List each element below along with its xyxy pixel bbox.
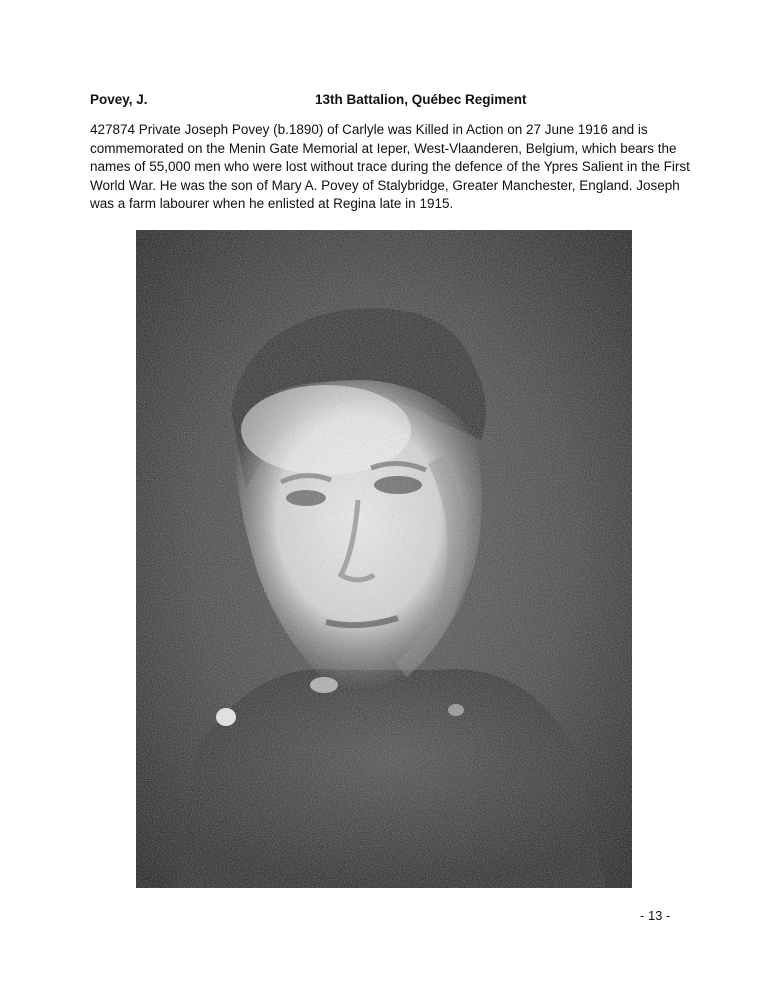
battalion-name: 13th Battalion, Québec Regiment [315, 92, 527, 107]
portrait-image [136, 230, 632, 888]
biography-paragraph: 427874 Private Joseph Povey (b.1890) of Carlyle was Killed in Action on 27 June 1916 and is commemorated on the Menin Gate Memorial at Ieper, West-Vlaanderen, Belgium, which bears the names of 55,000 men who were lost without trace during the defence of the Ypres Salient in the First World War. He was the son of Mary A. Povey of Stalybridge, Greater Manchester, England. Joseph was a farm labourer when he enlisted at Regina late in 1915. [90, 122, 690, 212]
portrait-photo [136, 230, 632, 888]
soldier-name: Povey, J. [90, 92, 148, 107]
page-number: - 13 - [640, 908, 671, 923]
entry-heading [90, 92, 680, 112]
